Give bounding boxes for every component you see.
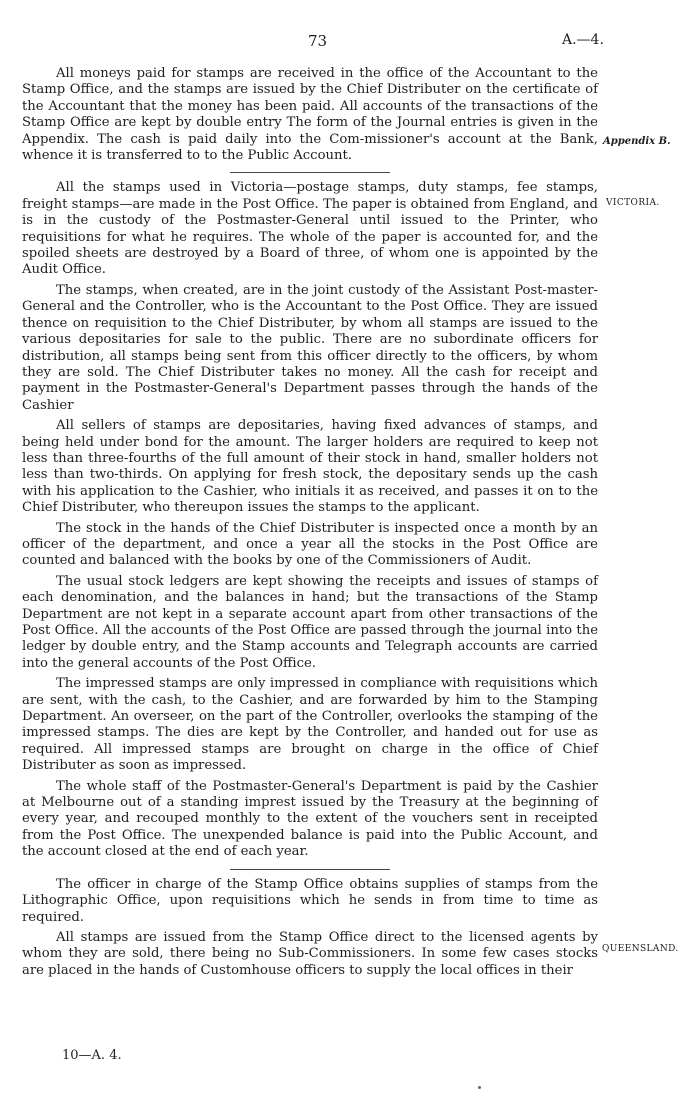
paragraph-licensed-agents: All stamps are issued from the Stamp Office direct to the licensed agents by whom they are sold, there being no Sub-Commissioners. In some few cases stocks are placed in the hands of Customhouse officers to supply the local offices in their: [22, 929, 598, 978]
paragraph-staff-payment: The whole staff of the Postmaster-General's Department is paid by the Cashier at Melbourne out of a standing imprest issued by the Treasury at the beginning of every year, and recouped monthly to the extent of the vouchers sent in receipted from the Post Office. The unexpended balance is paid into the Public Account, and the account closed at the end of each year.: [22, 778, 598, 860]
side-note-victoria: VICTORIA.: [606, 198, 660, 208]
document-reference: A.—4.: [562, 32, 604, 48]
paragraph-impressed-stamps: The impressed stamps are only impressed in compliance with requisitions which are sent, with the cash, to the Cashier, and are forwarded by him to the Stamping Department. An overseer, on the part of the Controller, overlooks the stamping of the impressed stamps. The dies are kept by the Controller, and handed out for use as required. All impressed stamps are brought on charge in the office of Chief Distributer as soon as impressed.: [22, 676, 598, 774]
footer-signature: 10—A. 4.: [62, 1048, 122, 1063]
section-divider: [230, 869, 390, 870]
section-divider: [230, 172, 390, 173]
side-note-appendix: Appendix B.: [603, 136, 671, 147]
paragraph-depositaries: All sellers of stamps are depositaries, having fixed advances of stamps, and being held under bond for the amount. The larger holders are required to keep not less than three-fourths of the full amount of their stock in hand, smaller holders not less than two-thirds. On applying for fresh stock, the depositary sends up the cash with his application to the Cashier, who initials it as received, and passes it on to the Chief Distributer, who thereupon issues the stamps to the applicant.: [22, 418, 598, 516]
paragraph-joint-custody: The stamps, when created, are in the joint custody of the Assistant Post-master-General and the Controller, who is the Accountant to the Post Office. They are issued thence on requisition to the Chief Distributer, by whom all stamps are issued to the various depositaries for sale to the public. There are no subordinate officers for distribution, all stamps being sent from this officer directly to the officers, by whom they are sold. The Chief Distributer takes no money. All the cash for receipt and payment in the Postmaster-General's Department passes through the hands of the Cashier: [22, 282, 598, 413]
paragraph-queensland-supplies: The officer in charge of the Stamp Office obtains supplies of stamps from the Lithographic Office, upon requisitions which he sends in from time to time as required.: [22, 876, 598, 925]
page-number: 73: [308, 32, 328, 50]
body-text: [22, 66, 598, 979]
paragraph-stamp-office-accounts: All moneys paid for stamps are received in the office of the Accountant to the Stamp Office, and the stamps are issued by the Chief Distributer on the certificate of the Accountant that the money has been paid. All accounts of the transactions of the Stamp Office are kept by double entry The form of the Journal entries is given in the Appendix. The cash is paid daily into the Com-missioner's account at the Bank, whence it is transferred to to the Public Account.: [22, 66, 598, 164]
side-note-queensland: QUEENSLAND.: [602, 944, 679, 954]
stray-mark: [478, 1086, 481, 1089]
paragraph-inspection: The stock in the hands of the Chief Distributer is inspected once a month by an officer of the department, and once a year all the stocks in the Post Office are counted and balanced with the books by one of the Commissioners of Audit.: [22, 520, 598, 569]
paragraph-stock-ledgers: The usual stock ledgers are kept showing the receipts and issues of stamps of each denomination, and the balances in hand; but the transactions of the Stamp Department are not kept in a separate account apart from other transactions of the Post Office. All the accounts of the Post Office are passed through the journal into the ledger by double entry, and the Stamp accounts and Telegraph accounts are carried into the general accounts of the Post Office.: [22, 573, 598, 671]
paragraph-victoria-stamps: All the stamps used in Victoria—postage stamps, duty stamps, fee stamps, freight stamps—are made in the Post Office. The paper is obtained from England, and is in the custody of the Postmaster-General until issued to the Printer, who requisitions for what he requires. The whole of the paper is accounted for, and the spoiled sheets are destroyed by a Board of three, of whom one is appointed by the Audit Office.: [22, 180, 598, 278]
